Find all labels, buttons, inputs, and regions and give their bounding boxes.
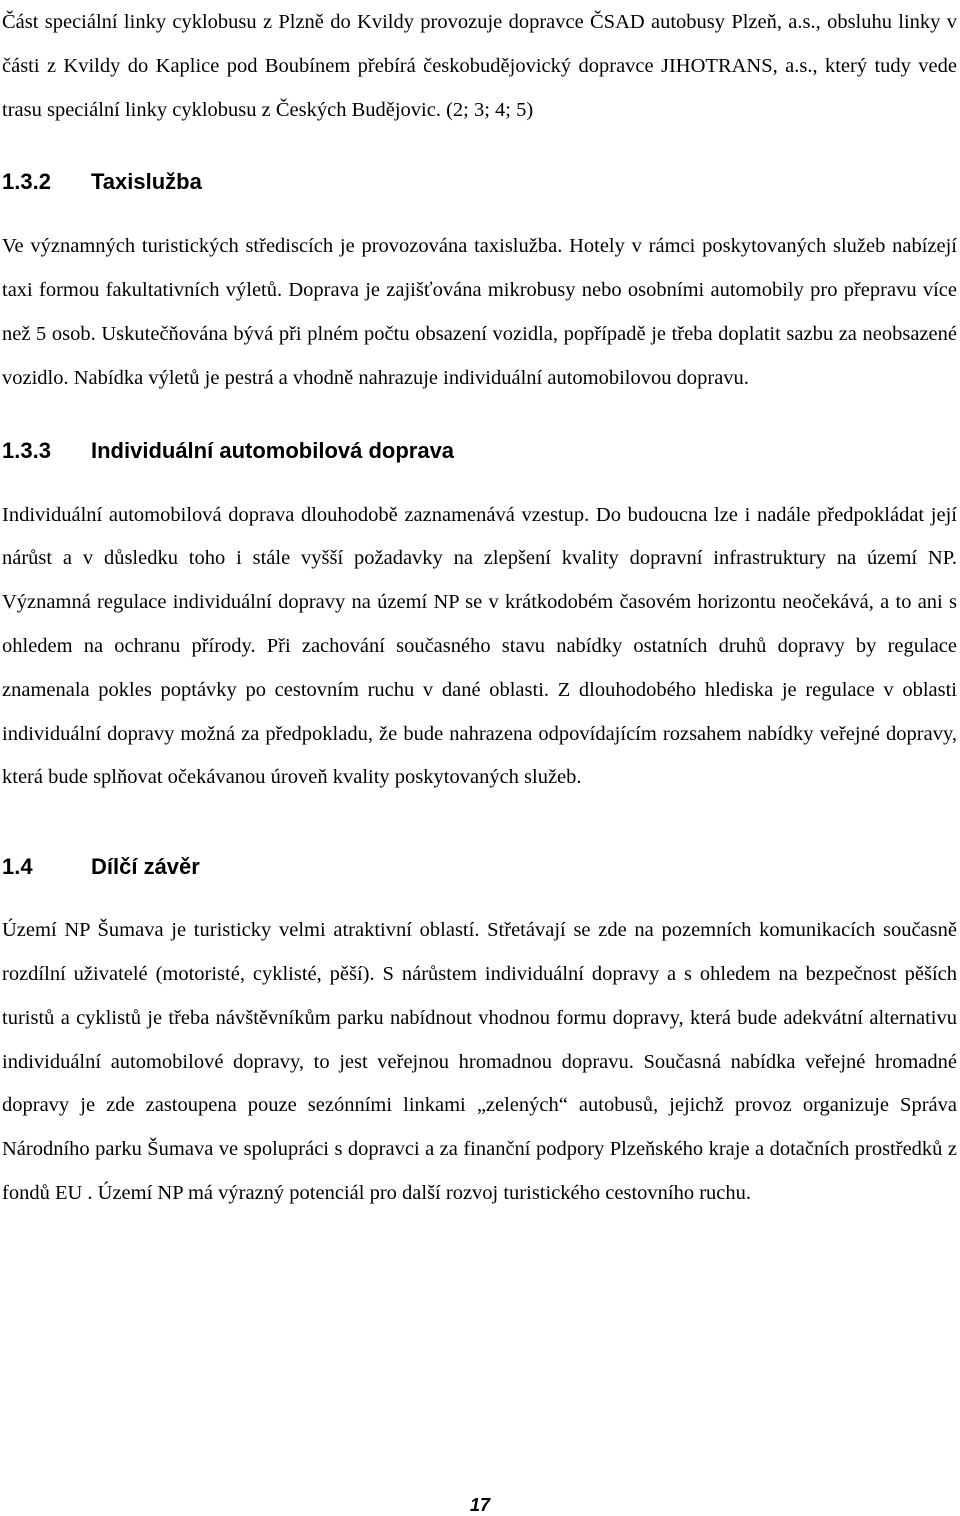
paragraph-individualni-doprava: Individuální automobilová doprava dlouhodobě zaznamenává vzestup. Do budoucna lze i nadále předpokládat její nárůst a v důsledku toho i stále vyšší požadavky na zlepšení kvality dopravní infrastruktury na území NP. Významná regulace individuální dopravy na území NP se v krátkodobém časovém horizontu neočekává, a to ani s ohledem na ochranu přírody. Při zachování současného stavu nabídky ostatních druhů dopravy by regulace znamenala pokles poptávky po cestovním ruchu v dané oblasti. Z dlouhodobého hlediska je regulace v oblasti individuální dopravy možná za předpokladu, že bude nahrazena odpovídajícím rozsahem nabídky veřejné dopravy, která bude splňovat očekávanou úroveň kvality poskytovaných služeb. bbox=[2, 503, 957, 789]
heading-title: Taxislužba bbox=[91, 169, 202, 195]
heading-number: 1.3.2 bbox=[2, 169, 51, 195]
heading-number: 1.4 bbox=[2, 854, 33, 880]
document-page bbox=[2, 0, 957, 1216]
paragraph-dilci-zaver: Území NP Šumava je turisticky velmi atraktivní oblastí. Střetávají se zde na pozemních komunikacích současně rozdílní uživatelé (motoristé, cyklisté, pěší). S nárůstem individuální dopravy a s ohledem na bezpečnost pěších turistů a cyklistů je třeba návštěvníkům parku nabídnout vhodnou formu dopravy, která bude adekvátní alternativu individuální automobilové dopravy, to jest veřejnou hromadnou dopravu. Současná nabídka veřejné hromadné dopravy je zde zastoupena pouze sezónními linkami „zelených“ autobusů, jejichž provoz organizuje Správa Národního parku Šumava ve spolupráci s dopravci a za finanční podpory Plzeňského kraje a dotačních prostředků z fondů EU . Území NP má výrazný potenciál pro další rozvoj turistického cestovního ruchu. bbox=[2, 919, 957, 1204]
heading-title: Dílčí závěr bbox=[91, 854, 200, 880]
heading-title: Individuální automobilová doprava bbox=[91, 437, 455, 463]
page-number: 17 bbox=[469, 1495, 491, 1515]
heading-individualni-doprava bbox=[2, 437, 957, 465]
heading-taxisluzba bbox=[2, 168, 957, 196]
paragraph-taxisluzba: Ve významných turistických střediscích je provozována taxislužba. Hotely v rámci poskytovaných služeb nabízejí taxi formou fakultativních výletů. Doprava je zajišťována mikrobusy nebo osobními automobily pro přepravu více než 5 osob. Uskutečňována bývá při plném počtu obsazení vozidla, popřípadě je třeba doplatit sazbu za neobsazené vozidlo. Nabídka výletů je pestrá a vhodně nahrazuje individuální automobilovou dopravu. bbox=[2, 235, 957, 389]
paragraph-intro: Část speciální linky cyklobusu z Plzně do Kvildy provozuje dopravce ČSAD autobusy Plzeň, a.s., obsluhu linky v části z Kvildy do Kaplice pod Boubínem přebírá českobudějovický dopravce JIHOTRANS, a.s., který tudy vede trasu speciální linky cyklobusu z Českých Budějovic. (2; 3; 4; 5) bbox=[2, 11, 957, 121]
heading-dilci-zaver bbox=[2, 853, 957, 881]
heading-number: 1.3.3 bbox=[2, 437, 51, 463]
